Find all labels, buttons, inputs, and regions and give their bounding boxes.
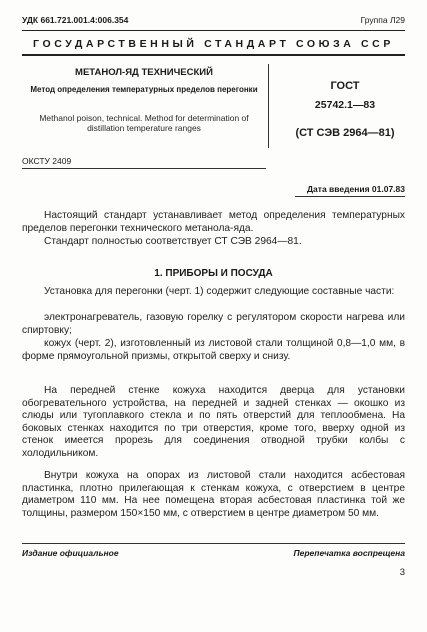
english-title: Methanol poison, technical. Method for determination of distillation temperature ranges (39, 113, 249, 133)
footer-rule (22, 543, 405, 544)
oksu-code: ОКСТУ 2409 (22, 156, 72, 166)
document-title: МЕТАНОЛ-ЯД ТЕХНИЧЕСКИЙ (75, 67, 213, 78)
section-paragraph: электронагреватель, газовую горелку с регулятором скорости нагрева или спиртовку; (22, 312, 405, 336)
intro-paragraph: Настоящий стандарт устанавливает метод определения температурных пределов перегонки технического метанола-яда. (22, 210, 405, 234)
udk-code: УДК 661.721.001.4:006.354 (22, 15, 129, 25)
group-code: Группа Л29 (360, 15, 405, 25)
footer-reprint-notice: Перепечатка воспрещена (293, 548, 405, 558)
gost-label: ГОСТ (330, 80, 360, 92)
section-paragraph: На передней стенке кожуха находится дверца для установки обогревательного устройства, на передней и задней стенках — окошко из слюды или тугоплавкого стекла и по пять отверстий для теплообмена. На боковых стенках находится по три отверстия, кроме того, вверху одной из стенок имеется прорезь для соединения отводной трубки колбы с холодильником. (22, 385, 405, 459)
section-paragraph: кожух (черт. 2), изготовленный из листовой стали толщиной 0,8—1,0 мм, в форме прямоугольной призмы, открытой сверху и снизу. (22, 338, 405, 362)
st-sev-reference: (СТ СЭВ 2964—81) (295, 127, 395, 139)
document-subtitle: Метод определения температурных пределов перегонки (30, 85, 258, 94)
page-number: 3 (399, 567, 405, 578)
header-rule-thick (22, 54, 405, 56)
intro-compliance: Стандарт полностью соответствует СТ СЭВ 2964—81. (44, 236, 302, 247)
section-paragraph: Установка для перегонки (черт. 1) содержит следующие составные части: (44, 286, 395, 297)
header-rule-thin (22, 30, 405, 31)
title-divider (268, 64, 269, 148)
date-rule (295, 196, 405, 197)
date-introduced: Дата введения 01.07.83 (307, 184, 405, 194)
gost-number: 25742.1—83 (314, 99, 376, 111)
oksu-rule (22, 168, 266, 169)
standard-banner: ГОСУДАРСТВЕННЫЙ СТАНДАРТ СОЮЗА ССР (33, 38, 394, 50)
footer-edition: Издание официальное (22, 548, 119, 558)
section-paragraph: Внутри кожуха на опорах из листовой стали находится асбестовая пластинка, плотно прилегающая к стенкам кожуха, с отверстием в центре диаметром 110 мм. На нее помещена вторая асбестовая пластинка той же толщины, размером 150×150 мм, с отверстием в центре диаметром 50 мм. (22, 470, 405, 519)
section-heading: 1. ПРИБОРЫ И ПОСУДА (154, 268, 273, 279)
